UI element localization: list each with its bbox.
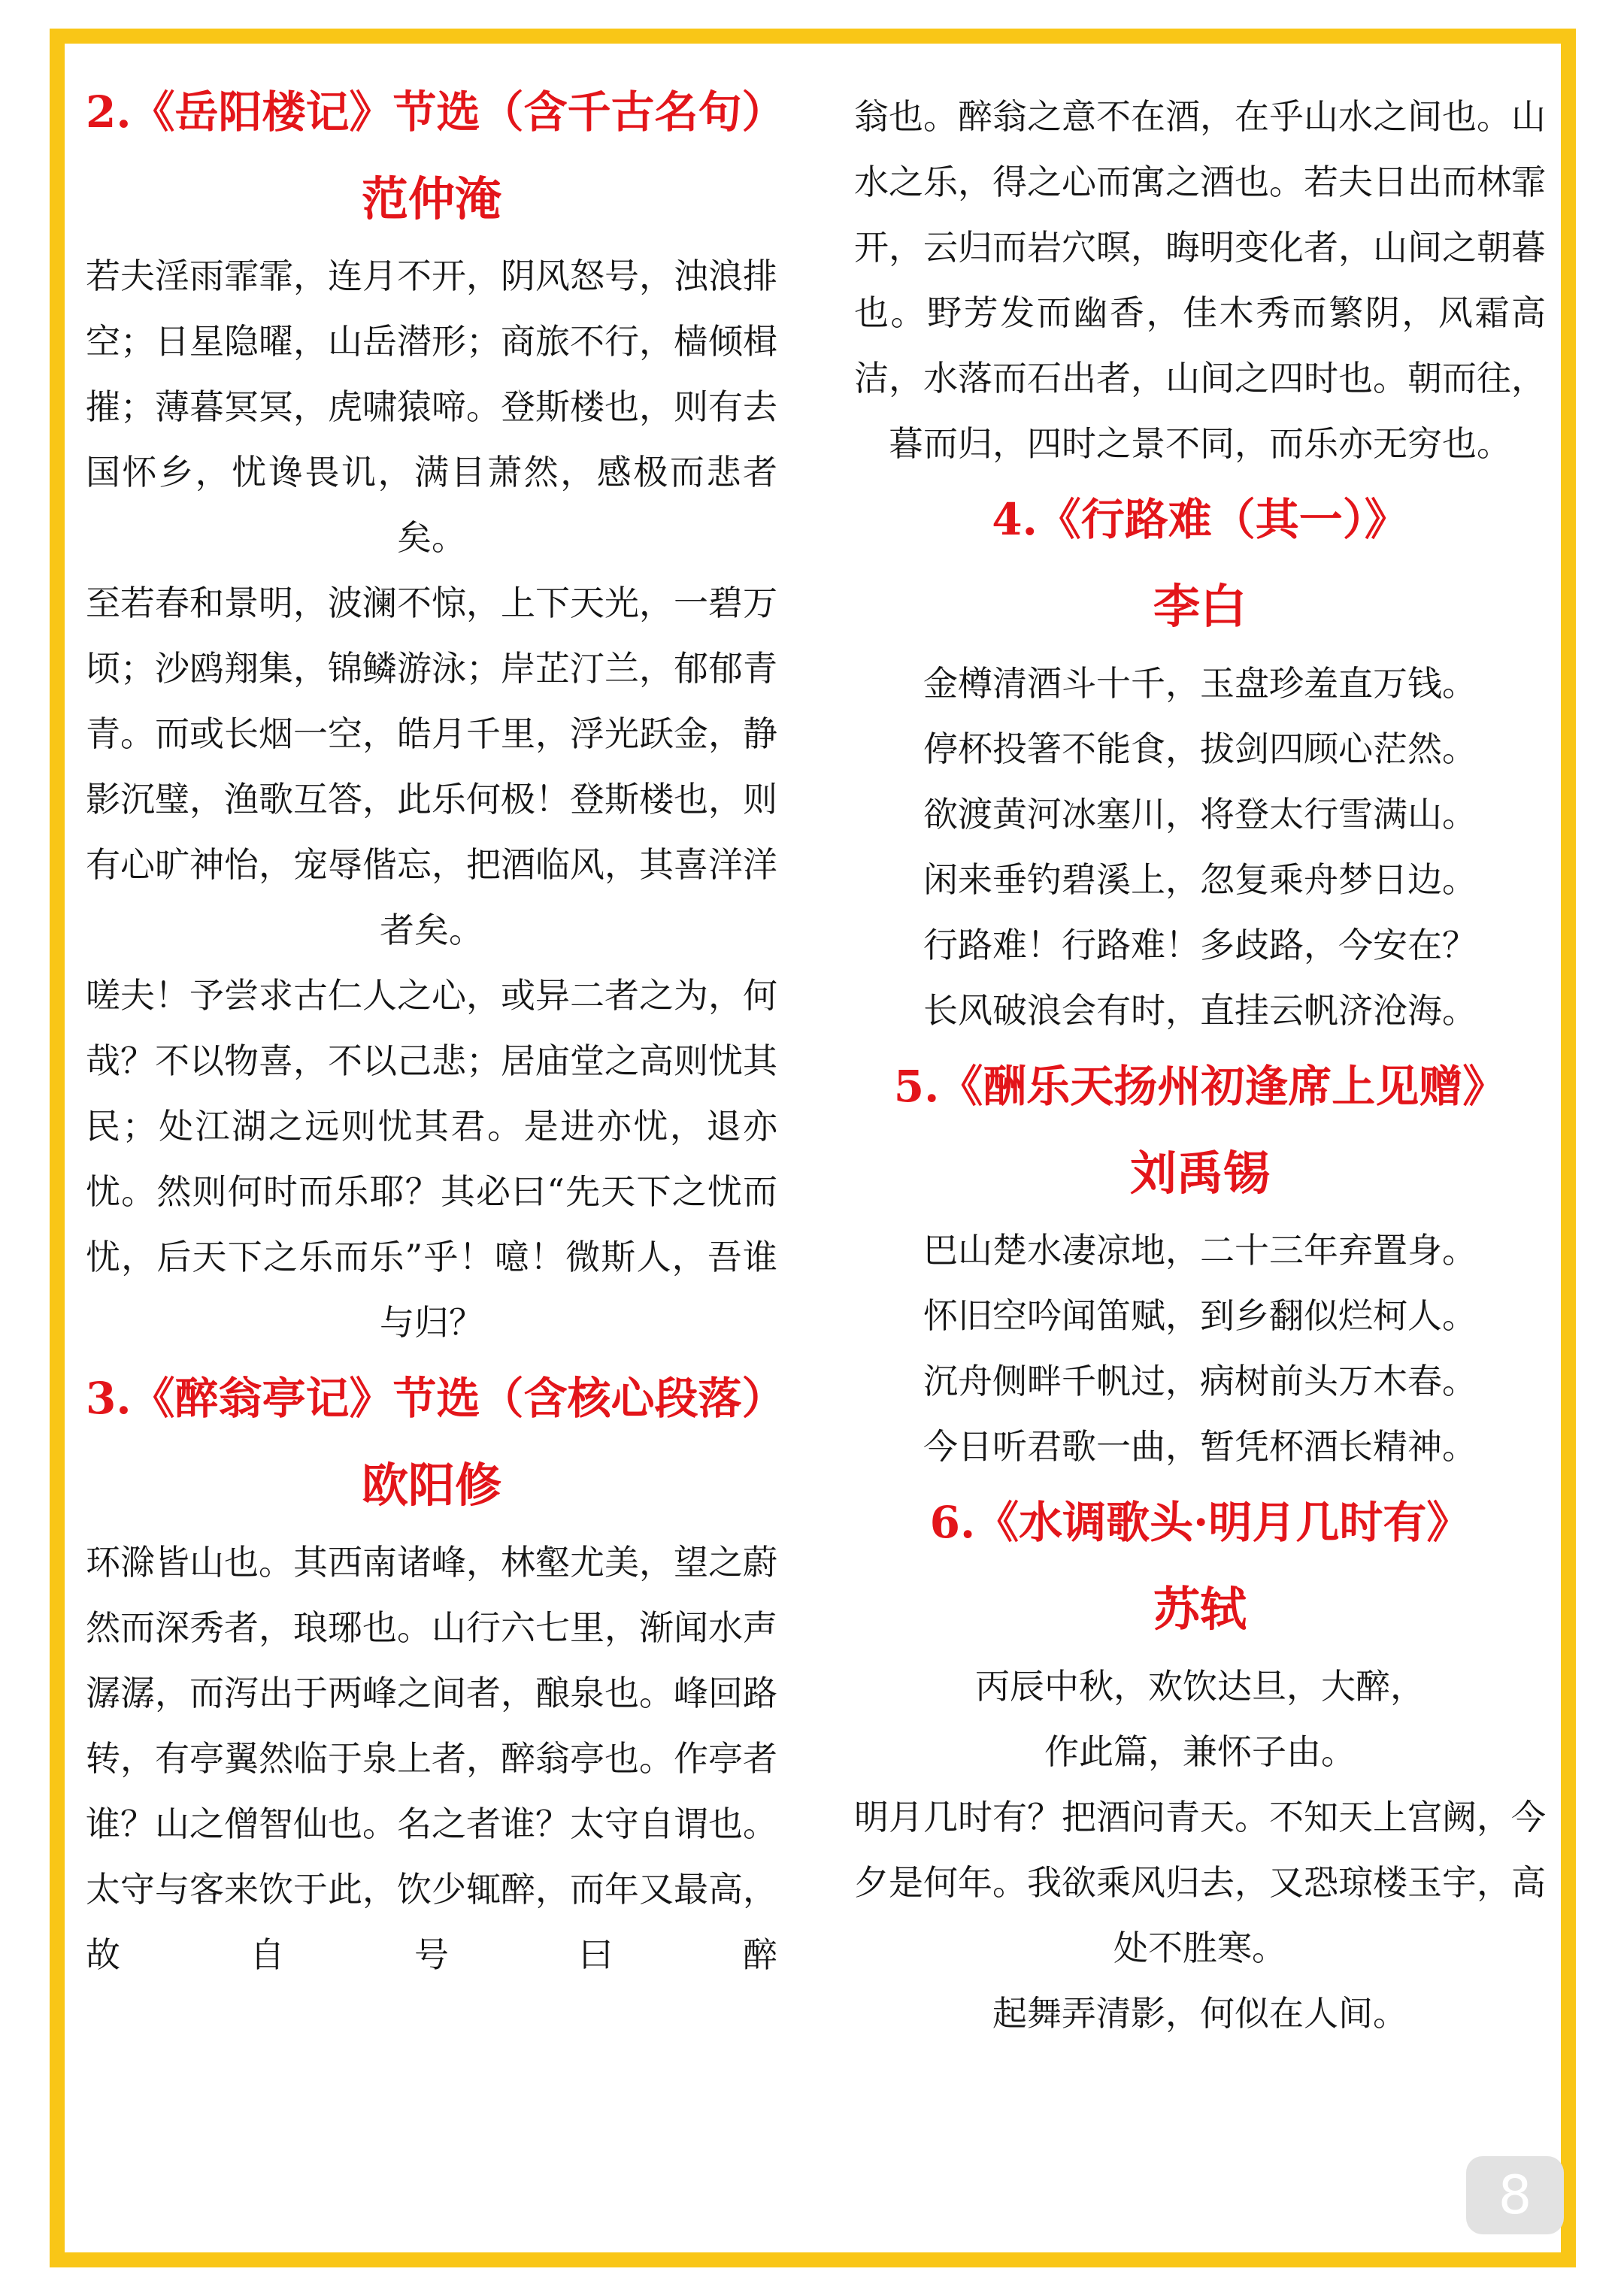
section-title-xinglunan: 4.《行路难（其一）》 — [992, 494, 1408, 545]
page-number-badge: 8 — [1466, 2156, 1564, 2234]
poem-line: 欲渡黄河冰塞川，将登太行雪满山。 — [923, 794, 1477, 834]
poem-line: 沉舟侧畔千帆过，病树前头万木春。 — [923, 1361, 1477, 1401]
section-title-shuidiao-getou: 6.《水调歌头·明月几时有》 — [929, 1497, 1471, 1548]
poem-line: 起舞弄清影，何似在人间。 — [992, 1993, 1407, 2034]
left-column — [86, 69, 786, 1988]
paragraph: 翁也。醉翁之意不在酒，在乎山水之间也。山水之乐，得之心而寓之酒也。若夫日出而林霏开，云归而岩穴暝，晦明变化者，山间之朝暮也。野芳发而幽香，佳木秀而繁阴，风霜高洁，水落而石出者，山间之四时也。朝而往，暮而归，四时之景不同，而乐亦无穷也。 — [854, 96, 1546, 464]
paragraph: 嗟夫！予尝求古仁人之心，或异二者之为，何哉？不以物喜，不以己悲；居庙堂之高则忧其民；处江湖之远则忧其君。是进亦忧，退亦忧。然则何时而乐耶？其必曰“先天下之忧而忧，后天下之乐而乐”乎！噫！微斯人，吾谁与归？ — [86, 975, 777, 1343]
poem-line: 今日听君歌一曲，暂凭杯酒长精神。 — [923, 1426, 1477, 1467]
poem-line: 金樽清酒斗十千，玉盘珍羞直万钱。 — [923, 663, 1477, 704]
section-title-yueyanglou: 2.《岳阳楼记》节选（含千古名句） — [86, 86, 786, 138]
section-title-zuiwengting: 3.《醉翁亭记》节选（含核心段落） — [86, 1373, 786, 1424]
section-author-ouyang-xiu: 欧阳修 — [361, 1458, 501, 1513]
section-author-su-shi: 苏轼 — [1153, 1582, 1247, 1637]
section-author-liu-yuxi: 刘禹锡 — [1129, 1146, 1270, 1201]
section-author-li-bai: 李白 — [1153, 579, 1247, 634]
poem-line: 长风破浪会有时，直挂云帆济沧海。 — [923, 990, 1477, 1031]
poem-line: 丙辰中秋，欢饮达旦，大醉， — [975, 1666, 1425, 1707]
poem-line: 行路难！行路难！多歧路，今安在？ — [923, 925, 1477, 965]
section-title-chou-letian: 5.《酬乐天扬州初逢席上见赠》 — [893, 1061, 1507, 1112]
poem-line: 停杯投箸不能食，拔剑四顾心茫然。 — [923, 728, 1477, 769]
poem-line: 作此篇，兼怀子由。 — [1044, 1731, 1356, 1772]
poem-line: 怀旧空吟闻笛赋，到乡翻似烂柯人。 — [923, 1295, 1477, 1336]
paragraph: 至若春和景明，波澜不惊，上下天光，一碧万顷；沙鸥翔集，锦鳞游泳；岸芷汀兰，郁郁青青。而或长烟一空，皓月千里，浮光跃金，静影沉璧，渔歌互答，此乐何极！登斯楼也，则有心旷神怡，宠辱偕忘，把酒临风，其喜洋洋者矣。 — [86, 583, 777, 950]
section-author-fan-zhongyan: 范仲淹 — [361, 171, 501, 226]
poem-line: 闲来垂钓碧溪上，忽复乘舟梦日边。 — [923, 859, 1477, 900]
paragraph: 明月几时有？把酒问青天。不知天上宫阙，今夕是何年。我欲乘风归去，又恐琼楼玉宇，高处不胜寒。 — [854, 1797, 1546, 1968]
poem-line: 巴山楚水凄凉地，二十三年弃置身。 — [923, 1230, 1477, 1271]
paragraph: 若夫淫雨霏霏，连月不开，阴风怒号，浊浪排空；日星隐曜，山岳潜形；商旅不行，樯倾楫摧；薄暮冥冥，虎啸猿啼。登斯楼也，则有去国怀乡，忧谗畏讥，满目萧然，感极而悲者矣。 — [86, 256, 777, 558]
paragraph: 环滁皆山也。其西南诸峰，林壑尤美，望之蔚然而深秀者，琅琊也。山行六七里，渐闻水声潺潺，而泻出于两峰之间者，酿泉也。峰回路转，有亭翼然临于泉上者，醉翁亭也。作亭者谁？山之僧智仙也。名之者谁？太守自谓也。太守与客来饮于此，饮少辄醉，而年又最高，故自号曰醉 — [86, 1542, 777, 1975]
right-column — [854, 84, 1546, 2046]
